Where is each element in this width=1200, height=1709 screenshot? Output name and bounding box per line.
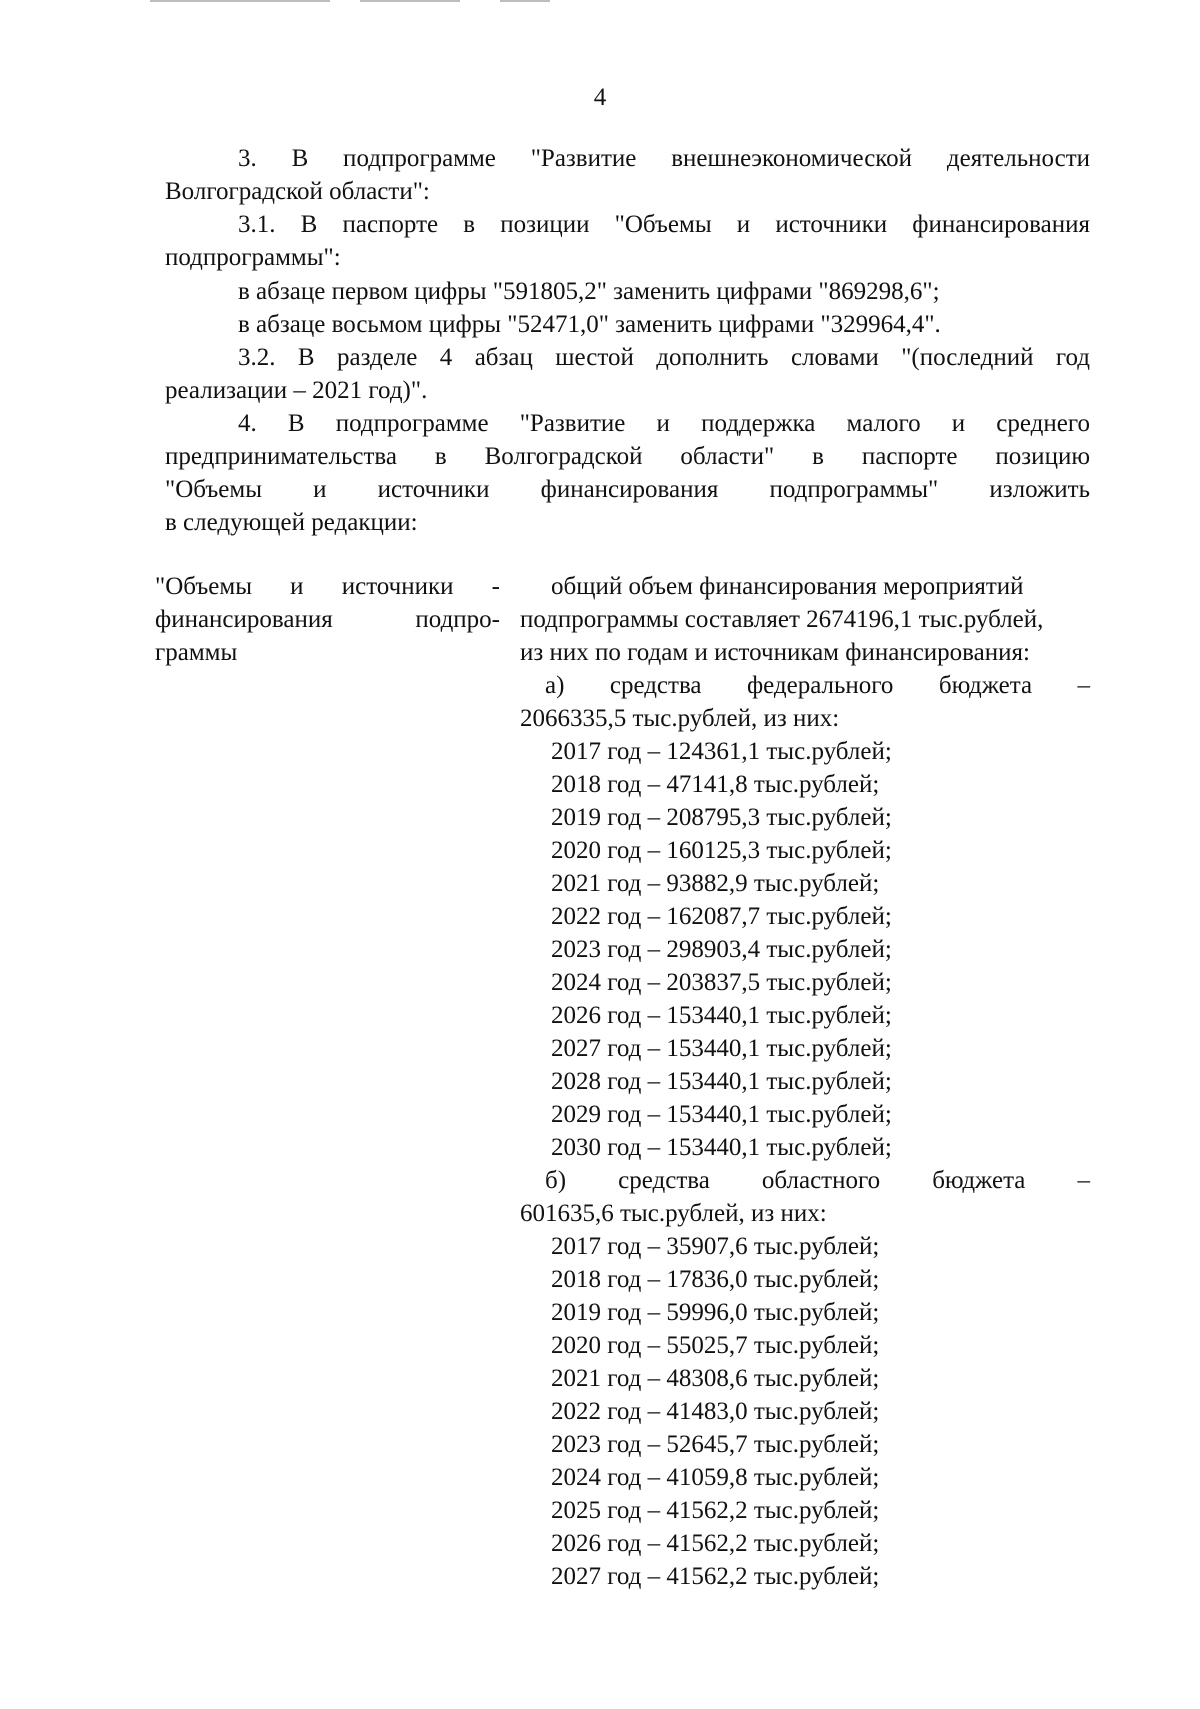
federal-year-item: 2028 год – 153440,1 тыс.рублей; bbox=[551, 1068, 892, 1095]
federal-year-item: 2019 год – 208795,3 тыс.рублей; bbox=[551, 804, 892, 831]
federal-year-item: 2024 год – 203837,5 тыс.рублей; bbox=[551, 969, 892, 996]
federal-year-item: 2020 год – 160125,3 тыс.рублей; bbox=[551, 837, 892, 864]
regional-year-item: 2024 год – 41059,8 тыс.рублей; bbox=[551, 1464, 880, 1491]
regional-year-item: 2020 год – 55025,7 тыс.рублей; bbox=[551, 1332, 880, 1359]
paragraph-4-line-3: "Объемы и источники финансирования подпрограммы" изложить bbox=[165, 476, 1090, 503]
regional-budget-line-1: б) средства областного бюджета – bbox=[545, 1167, 1090, 1194]
federal-years-list bbox=[551, 735, 892, 1164]
regional-years-list bbox=[551, 1230, 879, 1593]
total-line-2: подпрограммы составляет 2674196,1 тыс.рублей, bbox=[520, 606, 1044, 633]
paragraph-3-1-b: в абзаце восьмом цифры "52471,0" заменить цифрами "329964,4". bbox=[238, 311, 941, 338]
position-title bbox=[155, 570, 500, 669]
regional-year-item: 2022 год – 41483,0 тыс.рублей; bbox=[551, 1398, 880, 1425]
position-title-line-2: финансирования подпро- bbox=[155, 606, 500, 633]
regional-year-item: 2025 год – 41562,2 тыс.рублей; bbox=[551, 1497, 880, 1524]
paragraph-4-line-2: предпринимательства в Волгоградской области" в паспорте позицию bbox=[165, 443, 1090, 470]
paragraph-3-line-2: Волгоградской области": bbox=[165, 178, 430, 205]
regional-year-item: 2017 год – 35907,6 тыс.рублей; bbox=[551, 1233, 880, 1260]
paragraph-3-1-line-2: подпрограммы": bbox=[165, 244, 341, 271]
paragraph-3-1-a: в абзаце первом цифры "591805,2" заменить цифрами "869298,6"; bbox=[238, 278, 940, 305]
federal-year-item: 2029 год – 153440,1 тыс.рублей; bbox=[551, 1101, 892, 1128]
federal-year-item: 2026 год – 153440,1 тыс.рублей; bbox=[551, 1002, 892, 1029]
paragraph-4-line-1: 4. В подпрограмме "Развитие и поддержка малого и среднего bbox=[238, 410, 1090, 437]
regional-year-item: 2019 год – 59996,0 тыс.рублей; bbox=[551, 1299, 880, 1326]
federal-year-item: 2017 год – 124361,1 тыс.рублей; bbox=[551, 738, 892, 765]
federal-budget-line-1: а) средства федерального бюджета – bbox=[545, 672, 1090, 699]
total-line-1: общий объем финансирования мероприятий bbox=[551, 573, 1024, 600]
federal-year-item: 2022 год – 162087,7 тыс.рублей; bbox=[551, 903, 892, 930]
paragraph-3-line-1: 3. В подпрограмме "Развитие внешнеэкономической деятельности bbox=[238, 145, 1090, 172]
federal-year-item: 2030 год – 153440,1 тыс.рублей; bbox=[551, 1134, 892, 1161]
regional-budget-line-2: 601635,6 тыс.рублей, из них: bbox=[520, 1200, 827, 1227]
scan-edge-line bbox=[150, 0, 330, 2]
regional-year-item: 2026 год – 41562,2 тыс.рублей; bbox=[551, 1530, 880, 1557]
position-title-line-3: граммы bbox=[155, 639, 238, 666]
page-number: 4 bbox=[593, 84, 607, 111]
federal-year-item: 2027 год – 153440,1 тыс.рублей; bbox=[551, 1035, 892, 1062]
regional-year-item: 2021 год – 48308,6 тыс.рублей; bbox=[551, 1365, 880, 1392]
scan-edge-line bbox=[360, 0, 460, 2]
regional-year-item: 2018 год – 17836,0 тыс.рублей; bbox=[551, 1266, 880, 1293]
scan-edge-line bbox=[500, 0, 550, 2]
federal-year-item: 2021 год – 93882,9 тыс.рублей; bbox=[551, 870, 880, 897]
paragraph-4-line-4: в следующей редакции: bbox=[165, 509, 418, 536]
federal-year-item: 2023 год – 298903,4 тыс.рублей; bbox=[551, 936, 892, 963]
paragraph-3-1-line-1: 3.1. В паспорте в позиции "Объемы и источники финансирования bbox=[238, 211, 1090, 238]
position-title-line-1: "Объемы и источники - bbox=[155, 573, 500, 600]
paragraph-3-2-line-2: реализации – 2021 год)". bbox=[165, 377, 428, 404]
paragraph-3-2-line-1: 3.2. В разделе 4 абзац шестой дополнить словами "(последний год bbox=[238, 344, 1090, 371]
federal-budget-line-2: 2066335,5 тыс.рублей, из них: bbox=[520, 705, 840, 732]
regional-year-item: 2023 год – 52645,7 тыс.рублей; bbox=[551, 1431, 880, 1458]
total-line-3: из них по годам и источникам финансирования: bbox=[520, 639, 1030, 666]
federal-year-item: 2018 год – 47141,8 тыс.рублей; bbox=[551, 771, 880, 798]
regional-year-item: 2027 год – 41562,2 тыс.рублей; bbox=[551, 1563, 880, 1590]
